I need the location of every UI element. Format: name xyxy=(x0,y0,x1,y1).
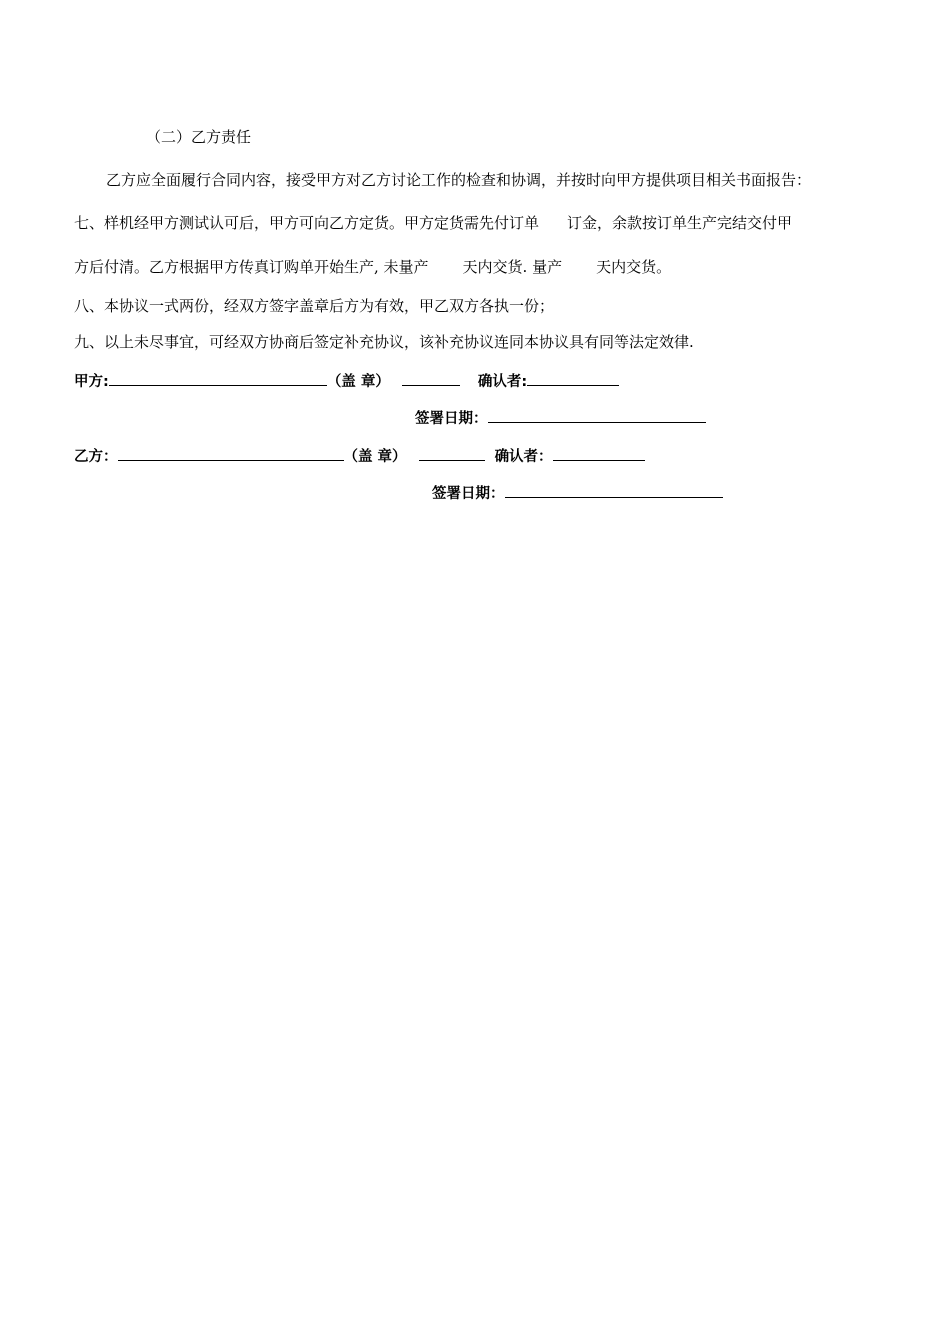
party-b-label: 乙方： xyxy=(74,449,118,465)
party-b-date-label: 签署日期： xyxy=(432,486,505,502)
section-heading: （二）乙方责任 xyxy=(146,128,252,146)
clause-7-text-b: 订金，余款按订单生产完结交付甲 xyxy=(567,214,793,232)
clause-7-line-2 xyxy=(74,258,671,276)
clause-7-text-c: 方后付清。乙方根据甲方传真订购单开始生产, 未量产 xyxy=(74,258,429,276)
party-a-seal-label: （盖 章） xyxy=(326,374,390,390)
clause-7-text-e: 天内交货。 xyxy=(596,258,672,276)
party-b-confirmer-label: 确认者： xyxy=(494,449,553,465)
party-a-label: 甲方: xyxy=(74,374,109,390)
party-b-name-blank[interactable] xyxy=(118,446,344,461)
party-a-name-blank[interactable] xyxy=(109,371,327,386)
party-a-confirmer-blank[interactable] xyxy=(527,371,619,386)
party-a-row xyxy=(74,371,619,391)
party-b-confirmer-blank[interactable] xyxy=(553,446,645,461)
clause-7-text-d: 天内交货. 量产 xyxy=(462,258,563,276)
party-b-seal-label: （盖 章） xyxy=(343,449,407,465)
party-a-confirmer-label: 确认者: xyxy=(477,374,528,390)
party-b-seal-blank[interactable] xyxy=(419,446,485,461)
party-b-date-row xyxy=(432,483,723,503)
party-a-date-label: 签署日期： xyxy=(415,411,488,427)
clause-7-line-1 xyxy=(74,214,792,232)
party-b-row xyxy=(74,446,645,466)
party-a-seal-blank[interactable] xyxy=(402,371,460,386)
party-a-date-blank[interactable] xyxy=(488,408,706,423)
party-b-date-blank[interactable] xyxy=(505,483,723,498)
party-a-date-row xyxy=(415,408,706,428)
responsibility-paragraph: 乙方应全面履行合同内容，接受甲方对乙方讨论工作的检查和协调，并按时向甲方提供项目相关书面报告： xyxy=(106,171,812,189)
clause-7-text-a: 七、样机经甲方测试认可后，甲方可向乙方定货。甲方定货需先付订单 xyxy=(74,214,540,232)
clause-9: 九、以上未尽事宜，可经双方协商后签定补充协议，该补充协议连同本协议具有同等法定效律. xyxy=(74,333,694,351)
clause-8: 八、本协议一式两份，经双方签字盖章后方为有效，甲乙双方各执一份； xyxy=(74,297,555,315)
